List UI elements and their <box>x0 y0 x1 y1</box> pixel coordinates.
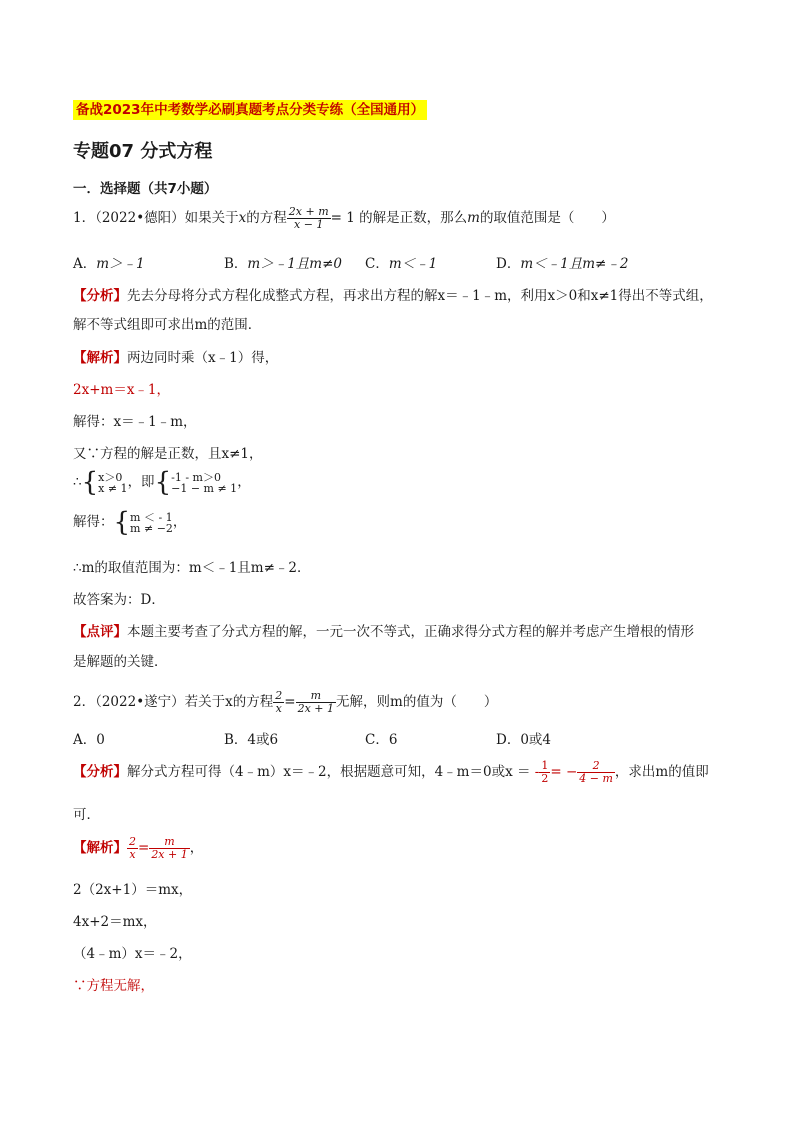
q1-answer: 故答案为：D． <box>73 592 165 608</box>
q2-step1: 2（2x+1）＝mx， <box>73 882 193 898</box>
q1-step6: ∴m的取值范围为：m＜﹣1且m≠﹣2． <box>73 560 311 576</box>
banner: 备战2023年中考数学必刷真题考点分类专练（全国通用） <box>73 100 427 120</box>
q2-step2: 4x+2＝mx， <box>73 914 157 930</box>
q2-analysis-fraction1: $\frac{1}{2}$ <box>541 759 549 785</box>
q1-system1: x＞0 x ≠ 1 <box>98 470 128 495</box>
q2-option-a: A．0 <box>73 732 105 748</box>
q1-step4: ∴{ x＞0 x ≠ 1 ，即{ -1 - m＞0 −1 − m ≠ 1 ， <box>73 467 251 498</box>
q1-step2: 解得：x＝﹣1﹣m， <box>73 414 197 430</box>
q1-option-c: C．m＜﹣1 <box>365 256 438 272</box>
q2-fraction-left: $\frac{2}{x}$ <box>275 689 283 715</box>
q1-system2: -1 - m＞0 −1 − m ≠ 1 <box>171 470 238 495</box>
q1-analysis-line2: 解不等式组即可求出m的范围． <box>73 317 262 333</box>
q2-step4: ∵方程无解， <box>73 978 154 994</box>
page-title: 专题07 分式方程 <box>73 141 213 162</box>
q1-stem: 1．（2022•德阳）如果关于x的方程 $\frac{2x + m}{x - 1}$ = 1 的解是正数，那么m的取值范围是（ ） <box>73 205 615 231</box>
q2-solution-fraction-left: $\frac{2}{x}$ <box>129 835 136 861</box>
q1-step3: 又∵方程的解是正数，且x≠1， <box>73 446 263 462</box>
q1-solution-intro: 【解析】两边同时乘（x﹣1）得， <box>73 350 279 366</box>
q1-step1: 2x+m＝x﹣1， <box>73 382 171 398</box>
q1-option-a: A．m＞﹣1 <box>73 256 145 272</box>
section-heading: 一．选择题（共7小题） <box>73 181 218 197</box>
q2-option-d: D．0或4 <box>496 732 552 748</box>
q2-analysis-line1: 【分析】解分式方程可得（4﹣m）x＝﹣2，根据题意可知，4﹣m＝0或x ＝ - $\frac{1}{2}$ = − $\frac{2}{4 - m}$ ，求出m的值即 <box>73 759 709 785</box>
q2-option-b: B．4或6 <box>224 732 279 748</box>
q2-analysis-fraction2: $\frac{2}{4 - m}$ <box>579 759 613 785</box>
q1-step5: 解得：{ m ＜ - 1 m ≠ −2 ， <box>73 507 187 538</box>
q2-solution-line1: 【解析】 $\frac{2}{x}$ = $\frac{m}{2x + 1}$ ， <box>73 835 204 861</box>
q1-comment-line2: 是解题的关键． <box>73 654 168 670</box>
q1-option-d: D．m＜﹣1且m≠﹣2 <box>496 256 629 272</box>
q2-stem: 2．（2022•遂宁）若关于x的方程 $\frac{2}{x}$ = $\frac{m}{2x + 1}$ 无解，则m的值为（ ） <box>73 689 498 715</box>
q1-analysis-line1: 【分析】先去分母将分式方程化成整式方程，再求出方程的解x＝﹣1﹣m，利用x＞0和x≠1得出不等式组， <box>73 288 713 304</box>
q2-step3: （4﹣m）x＝﹣2， <box>73 946 192 962</box>
q2-solution-fraction-right: $\frac{m}{2x + 1}$ <box>151 835 188 861</box>
q2-fraction-right: $\frac{m}{2x + 1}$ <box>297 689 335 715</box>
q1-option-b: B．m＞﹣1且m≠0 <box>224 256 343 272</box>
q1-fraction: $\frac{2x + m}{x - 1}$ <box>288 205 329 231</box>
q1-comment-line1: 【点评】本题主要考查了分式方程的解，一元一次不等式，正确求得分式方程的解并考虑产生增根的情形 <box>73 624 694 640</box>
q1-system3: m ＜ - 1 m ≠ −2 <box>130 510 173 535</box>
q2-option-c: C．6 <box>365 732 398 748</box>
q2-analysis-line2: 可． <box>73 807 100 823</box>
